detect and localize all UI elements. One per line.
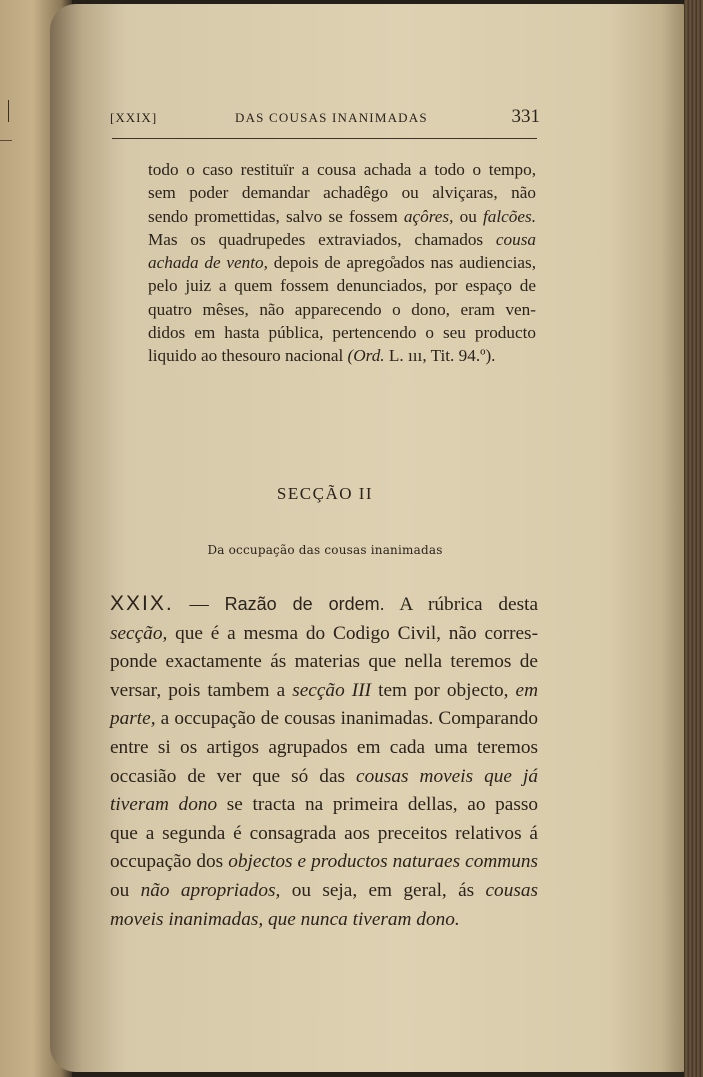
header-title: DAS COUSAS INANIMADAS [235,110,428,125]
text-run: sendo promettidas, salvo se fossem [148,206,404,226]
text-line [110,590,538,620]
text-line [110,848,538,877]
text-line [148,205,536,228]
italic-text: moveis inanimadas, que nunca tiveram dono. [110,908,460,930]
text-line [110,734,538,763]
text-line [110,791,538,820]
text-run: a occupação de cousas inanimadas. Comparando [155,708,538,730]
italic-text: objectos e productos naturaes communs [228,851,538,873]
text-run: quatro mêses, não apparecendo o dono, eram ven- [148,299,536,319]
text-run: pelo juiz a quem fossem denunciados, por espaço de [148,276,536,296]
header-section-number: [XXIX] [110,110,158,125]
text-line [148,158,536,181]
italic-text: secção, [110,622,168,644]
text-line [110,705,538,734]
paragraph-number: XXIX. [110,592,174,615]
text-line [148,228,536,251]
text-line [110,906,538,935]
running-header [110,106,540,134]
text-line [148,298,536,321]
text-run: Mas os quadrupedes extraviados, chamados [148,229,496,249]
italic-text: secção III [292,679,372,701]
italic-text: (Ord. [347,346,385,366]
italic-text: cousas moveis que já [356,765,538,787]
text-line [148,344,536,367]
text-run: que a segunda é consagrada aos preceitos relativos á [110,822,538,844]
paragraph-heading: Razão de ordem. [224,594,385,614]
text-line [110,648,538,677]
text-run: ou [453,206,484,226]
text-line [148,321,536,344]
text-run: occupação dos [110,851,229,873]
italic-text: tiveram dono [110,794,218,816]
paragraph-continued [148,158,536,368]
text-run: tem por objecto, [371,679,516,701]
text-run: L. ııı, Tit. 94.º). [384,346,496,366]
text-line [148,251,536,274]
header-rule [112,138,537,139]
text-run: versar, pois tambem a [110,679,293,701]
text-run: depois de aprego̊ados nas audiencias, [267,253,536,273]
text-line [110,763,538,792]
text-run: liquido ao thesouro nacional [148,346,348,366]
text-line [148,274,536,297]
text-run: se tracta na primeira dellas, ao passo [217,794,538,816]
text-run: ou [110,879,141,901]
text-run: ponde exactamente ás materias que nella teremos de [110,651,538,673]
italic-text: açôres, [403,206,454,226]
italic-text: cousas [485,879,538,901]
italic-text: em [515,679,538,701]
text-run: sem poder demandar achadêgo ou alviçaras, não [148,183,536,203]
text-run: occasião de ver que só das [110,765,357,787]
text-run: didos em hasta pública, pertencendo o seu producto [148,323,536,343]
section-title: SECÇÃO II [276,484,374,503]
text-line [110,677,538,706]
italic-text: parte, [110,708,156,730]
italic-text: cousa [495,229,536,249]
text-line [148,181,536,204]
text-run: A rúbrica desta [384,594,538,615]
text-line [110,620,538,649]
text-line [110,820,538,849]
text-run: ou seja, em geral, ás [280,879,486,901]
italic-text: falcões. [483,206,536,226]
paragraph-xxix [110,590,538,934]
em-dash: — [173,594,225,615]
section-subtitle: Da occupação das cousas inanimadas [207,543,443,557]
italic-text: achada de vento, [148,253,268,273]
text-run: entre si os artigos agrupados em cada uma teremos [110,736,538,758]
text-run: que é a mesma do Codigo Civil, não corres- [167,622,538,644]
text-run: todo o caso restituïr a cousa achada a todo o tempo, [148,160,536,179]
text-line [110,877,538,906]
italic-text: não apropriados, [140,879,281,901]
page-number: 331 [511,106,540,127]
